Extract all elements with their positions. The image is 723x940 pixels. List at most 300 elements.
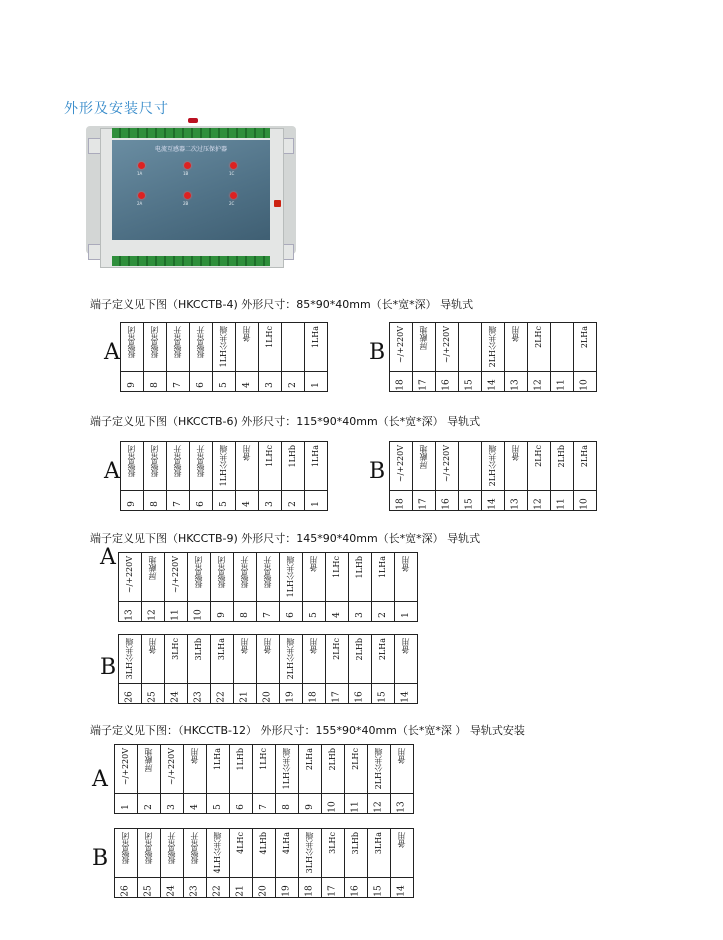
terminal-label: 1LHa (311, 445, 320, 468)
terminal-number: 4 (241, 501, 252, 508)
terminal-number-cell (349, 684, 372, 704)
terminal-number-cell (528, 372, 551, 392)
terminal-number: 6 (285, 612, 296, 619)
terminal-number: 15 (373, 885, 384, 898)
terminal-label-cell (119, 635, 142, 684)
terminal-label-cell (349, 635, 372, 684)
terminal-label: 4LH公共端 (213, 832, 222, 874)
terminal-number: 4 (331, 612, 342, 619)
terminal-label-cell (257, 635, 280, 684)
terminal-number-cell (230, 878, 253, 898)
terminal-number-cell (207, 794, 230, 814)
terminal-label-cell (574, 442, 597, 491)
terminal-label-cell (211, 553, 234, 602)
terminal-label: 3LHb (351, 832, 360, 855)
terminal-number: 21 (235, 885, 246, 898)
terminal-number-cell (230, 794, 253, 814)
terminal-label-cell (142, 553, 165, 602)
terminal-number-cell (211, 602, 234, 622)
terminal-label-cell (236, 323, 259, 372)
terminal-label-cell (303, 553, 326, 602)
terminal-number-cell (121, 372, 144, 392)
terminal-number-cell (257, 602, 280, 622)
terminal-group-label: A (92, 767, 108, 792)
terminal-number-cell (119, 602, 142, 622)
terminal-label: 2LHc (534, 445, 543, 467)
terminal-label-row (390, 323, 597, 372)
terminal-label-cell (305, 442, 328, 491)
terminal-number-cell (326, 684, 349, 704)
terminal-number-cell (213, 491, 236, 511)
terminal-number-cell (207, 878, 230, 898)
terminal-label-cell (234, 635, 257, 684)
terminal-label: 屏蔽地 (148, 556, 157, 580)
terminal-table (118, 552, 418, 622)
terminal-number: 10 (193, 609, 204, 622)
terminal-label: 报警常开 (196, 326, 205, 358)
terminal-number: 7 (172, 382, 183, 389)
terminal-number-cell (436, 491, 459, 511)
terminal-number-cell (505, 491, 528, 511)
terminal-label-cell (303, 635, 326, 684)
terminal-label: ~/+220V (396, 445, 405, 483)
terminal-label-cell (299, 829, 322, 878)
led-label: 1C (229, 171, 235, 176)
terminal-label: 3LHa (374, 832, 383, 855)
terminal-number-cell (282, 491, 305, 511)
terminal-number: 20 (262, 691, 273, 704)
terminal-label-cell (368, 745, 391, 794)
terminal-label-cell (253, 829, 276, 878)
terminal-number: 14 (487, 379, 498, 392)
terminal-label-cell (138, 745, 161, 794)
panel-title: 电流互感器二次过压保护器 (154, 146, 227, 153)
terminal-label-row (115, 829, 414, 878)
terminal-label: 报警常闭 (127, 326, 136, 358)
terminal-number-cell (395, 602, 418, 622)
device-photo (86, 118, 296, 280)
terminal-label-cell (236, 442, 259, 491)
terminal-label-cell (280, 635, 303, 684)
terminal-label-cell (305, 323, 328, 372)
terminal-number: 25 (143, 885, 154, 898)
terminal-label: 1LH公共端 (219, 445, 228, 487)
terminal-table (118, 634, 418, 704)
terminal-number-cell (190, 372, 213, 392)
terminal-number-cell (505, 372, 528, 392)
terminal-number-cell (372, 684, 395, 704)
terminal-table (120, 441, 328, 511)
terminal-label-cell (167, 442, 190, 491)
terminal-number: 22 (212, 885, 223, 898)
terminal-label: 报警常开 (240, 556, 249, 588)
terminal-label: ~/+220V (125, 556, 134, 594)
terminal-label: 备用 (397, 748, 406, 764)
terminal-label: 2LHb (355, 638, 364, 661)
terminal-number: 9 (304, 804, 315, 811)
terminal-number: 4 (189, 804, 200, 811)
terminal-label-cell (121, 323, 144, 372)
terminal-number: 14 (487, 498, 498, 511)
led-indicator (138, 192, 145, 199)
terminal-label-cell (413, 442, 436, 491)
terminal-number: 16 (441, 498, 452, 511)
terminal-number: 26 (120, 885, 131, 898)
terminal-label-cell (161, 745, 184, 794)
terminal-label-cell (167, 323, 190, 372)
terminal-label-cell (436, 323, 459, 372)
terminal-label: 备用 (263, 638, 272, 654)
terminal-label-cell (230, 745, 253, 794)
terminal-number: 1 (400, 612, 411, 619)
terminal-group-label: A (100, 545, 116, 570)
terminal-number: 13 (510, 498, 521, 511)
device-front-panel (112, 140, 270, 240)
terminal-number: 1 (310, 382, 321, 389)
terminal-label-cell (345, 745, 368, 794)
terminal-number-cell (390, 491, 413, 511)
terminal-label-cell (391, 745, 414, 794)
terminal-label: 备用 (511, 445, 520, 461)
terminal-label-cell (326, 553, 349, 602)
page-heading: 外形及安装尺寸 (64, 101, 169, 117)
terminal-label-cell (276, 745, 299, 794)
terminal-number: 8 (239, 612, 250, 619)
terminal-label: 2LHa (305, 748, 314, 771)
terminal-number-cell (413, 491, 436, 511)
terminal-label-cell (144, 442, 167, 491)
terminal-number: 11 (556, 498, 567, 511)
terminal-number: 8 (149, 501, 160, 508)
terminal-label: 备用 (309, 556, 318, 572)
terminal-label: 报警常开 (173, 445, 182, 477)
terminal-label: 备用 (240, 638, 249, 654)
terminal-label: 报警常开 (167, 832, 176, 864)
terminal-number: 26 (124, 691, 135, 704)
terminal-label: ~/+220V (442, 445, 451, 483)
terminal-label-cell (372, 635, 395, 684)
terminal-label: 1LHc (259, 748, 268, 770)
terminal-number: 20 (258, 885, 269, 898)
terminal-table (114, 744, 414, 814)
terminal-label: 3LHa (217, 638, 226, 661)
terminal-label: 报警常闭 (144, 832, 153, 864)
terminal-number: 14 (396, 885, 407, 898)
terminal-number: 6 (235, 804, 246, 811)
terminal-label-cell (349, 553, 372, 602)
terminal-number-cell (188, 602, 211, 622)
terminal-number-cell (276, 878, 299, 898)
terminal-label: 报警常闭 (217, 556, 226, 588)
terminal-number-cell (391, 794, 414, 814)
terminal-number-cell (234, 684, 257, 704)
terminal-number-cell (190, 491, 213, 511)
terminal-label: 2LHa (580, 326, 589, 349)
terminal-label-cell (413, 323, 436, 372)
terminal-label: 1LHa (213, 748, 222, 771)
terminal-label: 1LHc (265, 326, 274, 348)
terminal-number-cell (482, 372, 505, 392)
terminal-label-cell (459, 323, 482, 372)
terminal-label-row (121, 323, 328, 372)
terminal-number: 5 (218, 501, 229, 508)
terminal-number-cell (253, 878, 276, 898)
terminal-label-cell (115, 745, 138, 794)
terminal-label-cell (528, 442, 551, 491)
terminal-number-cell (144, 491, 167, 511)
reset-button (274, 200, 281, 207)
terminal-group-label: B (369, 340, 386, 365)
terminal-number-cell (368, 878, 391, 898)
terminal-number: 11 (170, 609, 181, 622)
terminal-number: 18 (304, 885, 315, 898)
led-label: 1B (183, 171, 189, 176)
terminal-label: 备用 (242, 326, 251, 342)
terminal-number: 10 (579, 498, 590, 511)
terminal-number-row (115, 878, 414, 898)
terminal-table (389, 322, 597, 392)
terminal-number-cell (236, 372, 259, 392)
terminal-label-cell (459, 442, 482, 491)
terminal-number-cell (303, 602, 326, 622)
terminal-number-cell (138, 794, 161, 814)
terminal-label-cell (368, 829, 391, 878)
terminal-number-cell (115, 794, 138, 814)
terminal-label-cell (390, 442, 413, 491)
terminal-label: 备用 (309, 638, 318, 654)
terminal-number: 18 (395, 379, 406, 392)
terminal-number-cell (305, 372, 328, 392)
terminal-label-cell (253, 745, 276, 794)
terminal-number-row (390, 372, 597, 392)
terminal-label: 2LHb (328, 748, 337, 771)
terminal-number-cell (161, 794, 184, 814)
terminal-number: 18 (395, 498, 406, 511)
terminal-label: 1LHb (355, 556, 364, 579)
terminal-label: 屏蔽地 (419, 445, 428, 469)
section-title: 端子定义见下图（HKCCTB-9) 外形尺寸：145*90*40mm（长*宽*深） 导轨式 (90, 532, 481, 545)
terminal-label-cell (188, 635, 211, 684)
terminal-label: 3LHb (194, 638, 203, 661)
terminal-label: 4LHc (236, 832, 245, 854)
terminal-number-row (121, 372, 328, 392)
terminal-label-cell (345, 829, 368, 878)
terminal-label: ~/+220V (442, 326, 451, 364)
terminal-label: 报警常开 (173, 326, 182, 358)
terminal-label: 1LHb (288, 445, 297, 468)
terminal-number-cell (299, 878, 322, 898)
led-indicator (138, 162, 145, 169)
terminal-label: 2LHa (580, 445, 589, 468)
terminal-label: 2LHc (351, 748, 360, 770)
terminal-label-cell (322, 745, 345, 794)
terminal-number: 16 (441, 379, 452, 392)
terminal-number: 18 (308, 691, 319, 704)
terminal-number-cell (368, 794, 391, 814)
terminal-label-cell (391, 829, 414, 878)
terminal-strip-bottom (112, 256, 270, 266)
terminal-number: 9 (216, 612, 227, 619)
terminal-number: 13 (124, 609, 135, 622)
terminal-number: 3 (264, 382, 275, 389)
terminal-label: 报警常开 (263, 556, 272, 588)
terminal-number-cell (165, 602, 188, 622)
terminal-number-cell (211, 684, 234, 704)
terminal-number-cell (345, 878, 368, 898)
terminal-label-cell (211, 635, 234, 684)
terminal-label: 屏蔽地 (144, 748, 153, 772)
terminal-label-cell (188, 553, 211, 602)
terminal-number-cell (213, 372, 236, 392)
terminal-group-label: A (104, 340, 120, 365)
terminal-label-cell (282, 442, 305, 491)
led-indicator (230, 192, 237, 199)
terminal-label-row (119, 553, 418, 602)
terminal-label: 报警常开 (190, 832, 199, 864)
terminal-number: 13 (510, 379, 521, 392)
terminal-number-cell (165, 684, 188, 704)
terminal-number-cell (121, 491, 144, 511)
terminal-number-cell (184, 878, 207, 898)
terminal-number-cell (482, 491, 505, 511)
terminal-group-label: B (369, 459, 386, 484)
terminal-label: 4LHa (282, 832, 291, 855)
terminal-label-cell (326, 635, 349, 684)
terminal-label-cell (142, 635, 165, 684)
terminal-label-cell (280, 553, 303, 602)
terminal-label-cell (276, 829, 299, 878)
terminal-number-cell (115, 878, 138, 898)
terminal-label-cell (482, 323, 505, 372)
terminal-number-row (119, 602, 418, 622)
terminal-label: 2LH公共端 (286, 638, 295, 680)
terminal-label: 2LHb (557, 445, 566, 468)
terminal-number-cell (276, 794, 299, 814)
terminal-label: 备用 (401, 638, 410, 654)
terminal-label: 报警常闭 (121, 832, 130, 864)
terminal-label: 1LHc (332, 556, 341, 578)
terminal-number: 6 (195, 501, 206, 508)
terminal-label: 2LHc (332, 638, 341, 660)
terminal-number-cell (282, 372, 305, 392)
terminal-label-cell (551, 323, 574, 372)
terminal-label: 2LH公共端 (488, 445, 497, 487)
terminal-number-cell (142, 684, 165, 704)
terminal-number: 10 (579, 379, 590, 392)
terminal-number-cell (161, 878, 184, 898)
terminal-label: 2LH公共端 (488, 326, 497, 368)
terminal-label-cell (115, 829, 138, 878)
terminal-number: 23 (189, 885, 200, 898)
section-title: 端子定义见下图：（HKCCTB-12） 外形尺寸：155*90*40mm（长*宽*深 ） 导轨式安装 (90, 724, 525, 737)
terminal-label: 3LHc (328, 832, 337, 854)
terminal-number-row (121, 491, 328, 511)
led-label: 2C (229, 201, 235, 206)
terminal-strip-top (112, 128, 270, 138)
terminal-number: 9 (126, 501, 137, 508)
terminal-number: 22 (216, 691, 227, 704)
terminal-number-cell (299, 794, 322, 814)
terminal-number: 17 (418, 498, 429, 511)
terminal-label-cell (482, 442, 505, 491)
terminal-number: 17 (331, 691, 342, 704)
terminal-number-cell (259, 372, 282, 392)
terminal-number: 3 (354, 612, 365, 619)
terminal-label: 3LH公共端 (305, 832, 314, 874)
terminal-label: 报警常闭 (150, 326, 159, 358)
terminal-label-cell (322, 829, 345, 878)
terminal-number-cell (257, 684, 280, 704)
led-label: 1A (137, 171, 143, 176)
terminal-label-cell (138, 829, 161, 878)
terminal-number-cell (528, 491, 551, 511)
terminal-number-cell (138, 878, 161, 898)
terminal-group-label: A (104, 459, 120, 484)
section-title: 端子定义见下图（HKCCTB-4) 外形尺寸：85*90*40mm（长*宽*深） 导轨式 (90, 298, 474, 311)
terminal-number: 19 (281, 885, 292, 898)
terminal-label-cell (207, 829, 230, 878)
terminal-number: 16 (350, 885, 361, 898)
terminal-number: 12 (147, 609, 158, 622)
terminal-label: ~/+220V (396, 326, 405, 364)
terminal-number: 1 (120, 804, 131, 811)
terminal-number: 24 (166, 885, 177, 898)
terminal-label-cell (213, 323, 236, 372)
terminal-number: 2 (287, 501, 298, 508)
terminal-label-cell (259, 442, 282, 491)
terminal-label-cell (121, 442, 144, 491)
terminal-label: 备用 (401, 556, 410, 572)
terminal-number-cell (459, 372, 482, 392)
terminal-label: 报警常闭 (194, 556, 203, 588)
terminal-label: 1LH公共端 (286, 556, 295, 598)
terminal-label: 1LHa (311, 326, 320, 349)
terminal-number-cell (322, 794, 345, 814)
terminal-number: 7 (172, 501, 183, 508)
terminal-number-row (115, 794, 414, 814)
terminal-group-label: B (100, 655, 117, 680)
terminal-label-cell (184, 745, 207, 794)
terminal-number: 14 (400, 691, 411, 704)
terminal-label-cell (165, 553, 188, 602)
terminal-table (120, 322, 328, 392)
terminal-number: 8 (149, 382, 160, 389)
terminal-label-cell (282, 323, 305, 372)
terminal-label: 报警常闭 (127, 445, 136, 477)
terminal-number-cell (280, 602, 303, 622)
terminal-label-cell (390, 323, 413, 372)
terminal-number-cell (551, 491, 574, 511)
terminal-number: 2 (287, 382, 298, 389)
terminal-number: 3 (264, 501, 275, 508)
terminal-number-cell (574, 372, 597, 392)
terminal-label-cell (230, 829, 253, 878)
terminal-label-row (121, 442, 328, 491)
terminal-number: 15 (464, 379, 475, 392)
terminal-number: 12 (533, 379, 544, 392)
terminal-number: 3 (166, 804, 177, 811)
terminal-number: 7 (262, 612, 273, 619)
terminal-number-cell (253, 794, 276, 814)
terminal-number: 19 (285, 691, 296, 704)
terminal-number: 10 (327, 801, 338, 814)
terminal-number-cell (391, 878, 414, 898)
led-indicator (184, 162, 191, 169)
terminal-number-cell (326, 602, 349, 622)
terminal-number: 7 (258, 804, 269, 811)
terminal-label: 备用 (148, 638, 157, 654)
terminal-number-cell (551, 372, 574, 392)
